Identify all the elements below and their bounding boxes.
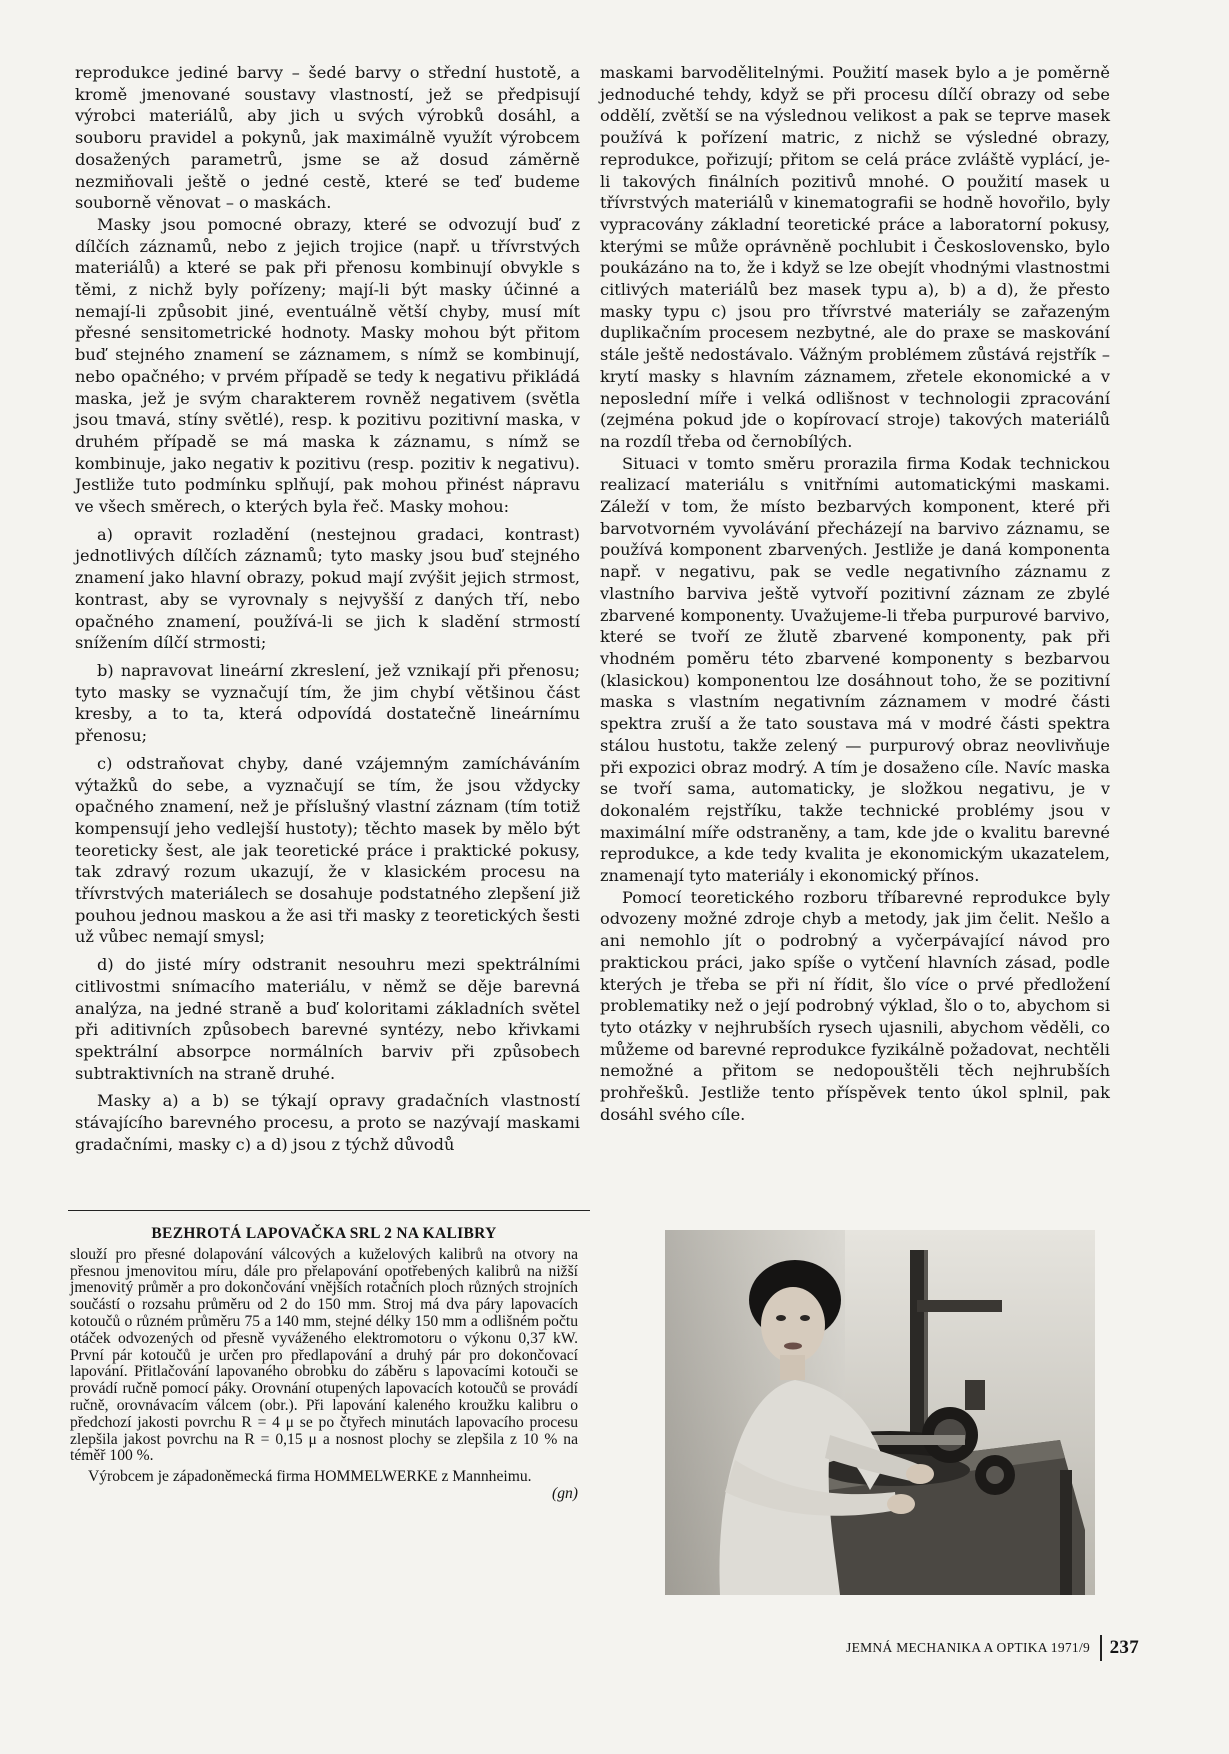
paragraph: Masky jsou pomocné obrazy, které se odvozují buď z dílčích záznamů, nebo z jejich trojice (např. u třívrstvých materiálů) a které se pak při přenosu kombinují obvykle s těmi, z nichž byly pořízeny; mají-li být masky účinné a nemají-li způsobit jiné, eventuálně větší chyby, musí mít přesné sensitometrické hodnoty. Masky mohou být přitom buď stejného znamení se záznamem, s nímž se kombinují, nebo opačného; v prvém případě se tedy k negativu přikládá maska, jež je svým charakterem rovněž negativem (světla jsou tmavá, stíny světlé), resp. k pozitivu pozitivní maska, v druhém případě se má maska k záznamu, s nímž se kombinuje, jako negativ k pozitivu (resp. pozitiv k negativu). Jestliže tuto podmínku splňují, pak mohou přinést nápravu ve všech směrech, o kterých byla řeč. Masky mohou: <box>75 214 580 517</box>
news-title: BEZHROTÁ LAPOVAČKA SRL 2 NA KALIBRY <box>151 1225 497 1242</box>
paragraph: Pomocí teoretického rozboru tříbarevné reprodukce byly odvozeny možné zdroje chyb a metody, jak jim čelit. Nešlo a ani nemohlo jít o podrobný a vyčerpávající návod pro praktickou práci, jako spíše o vytčení hlavních zásad, podle kterých je třeba se při ní řídit, šlo více o prvé předložení problematiky než o její podrobný výklad, šlo o to, abychom si tyto otázky v nejhrubších rysech ujasnili, abychom věděli, co můžeme od barevné reprodukce fyzikálně požadovat, nechtěli nemožné a přitom se nedopouštěli těch nejhrubších prohřešků. Jestliže tento příspěvek tento úkol splnil, pak dosáhl svého cíle. <box>600 887 1110 1124</box>
news-producer: Výrobcem je západoněmecká firma HOMMELWERKE z Mannheimu. <box>88 1468 532 1486</box>
page-footer <box>846 1635 1139 1661</box>
paragraph: Masky a) a b) se týkají opravy gradačních vlastností stávajícího barevného procesu, a proto se nazývají maskami gradačními, masky c) a d) jsou z týchž důvodů <box>75 1091 580 1154</box>
right-text-column <box>600 62 1110 1125</box>
list-item-d: d) do jisté míry odstranit nesouhru mezi spektrálními citlivostmi snímacího materiálu, v němž se děje barevná analýza, na jedné straně a buď koloritami základních světel při aditivních způsobech barevné syntézy, nebo křivkami spektrální absorpce normálních barviv při způsobech subtraktivních na straně druhé. <box>75 955 580 1083</box>
paragraph: Situaci v tomto směru prorazila firma Kodak technickou realizací materiálu s vnitřními automatickými maskami. Záleží v tom, že místo bezbarvých komponent, které při barvotvorném vyvolávání přecházejí na barvivo záznamu, se používá komponent zbarvených. Jestliže je daná komponenta např. v negativu, pak se vedle negativního záznamu z vlastního barviva ještě vytvoří pozitivní záznam ze zbylé zbarvené komponenty. Uvažujeme-li třeba purpurové barvivo, které se tvoří ze žlutě zbarvené komponenty, pak při vhodném poměru této zbarvené komponenty s bezbarvou (klasickou) komponentou lze dosáhnout toho, že se pozitivní maska s vlastním negativním záznamem v modré části spektra zruší a že tato soustava má v modré části spektra stálou hustotu, takže zelený — purpurový obraz neovlivňuje při expozici obraz modrý. A tím je dosaženo cíle. Navíc maska se tvoří sama, automaticky, je složkou negativu, je v dokonalém rejstříku, takže technické problémy jsou v maximální míře odstraněny, a tam, kde jde o kvalitu barevné reprodukce, a kde tedy kvalita je ekonomickým ukazatelem, znamenají tyto materiály i ekonomický přínos. <box>600 453 1110 886</box>
footer-divider <box>1100 1635 1102 1661</box>
lapping-machine-photo <box>665 1230 1095 1595</box>
news-author: (gn) <box>552 1484 578 1502</box>
news-body: slouží pro přesné dolapování válcových a kuželových kalibrů na otvory na přesnou jmenovitou míru, dále pro přelapování opotřebených kalibrů na nižší jmenovitý průměr a pro dokončování vnějších rotačních ploch různých strojních součástí o rozsahu průměru od 2 do 150 mm. Stroj má dva páry lapovacích kotoučů o různém průměru 75 a 140 mm, stejné délky 150 mm a odlišném počtu otáček odvozených od přesně vyváženého elektromotoru o výkonu 0,37 kW. První pár kotoučů je určen pro předlapování a druhý pár pro dokončovací lapování. Přitlačování lapovaného obrobku do záběru s lapovacími kotouči se provádí ručně pomocí páky. Orovnání otupených lapovacích kotoučů se provádí ručně, orovnávacím válcem (obr.). Při lapování kaleného kroužku kalibru o předchozí jakosti povrchu R = 4 μ se po čtyřech minutách lapovacího procesu zlepšila jakost povrchu na R = 0,15 μ a nosnost plochy se zlepšila z 10 % na téměř 100 %. <box>70 1245 578 1465</box>
list-item-b: b) napravovat lineární zkreslení, jež vznikají při přenosu; tyto masky se vyznačují tím, že jim chybí většinou část kresby, a to ta, která odpovídá dostatečně lineárnímu přenosu; <box>75 660 580 746</box>
list-item-c: c) odstraňovat chyby, dané vzájemným zamícháváním výtažků do sebe, a vyznačují se tím, že jsou vždycky opačného znamení, než je příslušný vlastní záznam (tím totiž kompensují jeho vedlejší hustoty); těchto masek by mělo být teoreticky šest, ale jak teoretické práce i praktické pokusy, tak zdravý rozum ukazují, že v klasickém procesu na třívrstvých materiálech se dosahuje podstatného zlepšení již pouhou jednou maskou a že asi tři masky z teoretických šesti už vůbec nemají smysl; <box>75 753 580 947</box>
page-number: 237 <box>1109 1637 1139 1658</box>
left-text-column <box>75 62 580 1155</box>
journal-name: JEMNÁ MECHANIKA A OPTIKA 1971/9 <box>846 1640 1091 1655</box>
paragraph: reprodukce jediné barvy – šedé barvy o střední hustotě, a kromě jmenované soustavy vlastností, jež se předpisují výrobci materiálů, aby jich u svých výrobků dosáhl, a souboru pravidel a pokynů, jak maximálně využít výrobcem dosažených parametrů, jsme se až dosud záměrně nezmiňovali ještě o jedné cestě, které se teď budeme souborně věnovat – o maskách. <box>75 63 580 213</box>
paragraph: maskami barvodělitelnými. Použití masek bylo a je poměrně jednoduché tehdy, když se při procesu dílčí obrazy od sebe oddělí, zvětší se na výslednou velikost a pak se teprve masek používá k pořízení matric, z nichž se výsledné obrazy, reprodukce, pořizují; přitom se celá práce zvláště vyplácí, je-li takových finálních pozitivů mnohé. O použití masek u třívrstvých materiálů v kinematografii se hodně hovořilo, byly vypracovány základní teoretické práce a laboratorní pokusy, kterými se může oprávněně pochlubit i Československo, bylo poukázáno na to, že i když se lze obejít vhodnými vlastnostmi citlivých materiálů bez masek typu a), b) a d), že přesto masky typu c) jsou pro třívrstvé materiály se zařazeným duplikačním procesem nezbytné, ale do praxe se maskování stále ještě nedostávalo. Vážným problémem zůstává rejstřík – krytí masky s hlavním záznamem, zřetele ekonomické a v neposlední míře i velká odlišnost v technologii zpracování (zejména pokud jde o kopírovací stroje) takových materiálů na rozdíl třeba od černobílých. <box>600 63 1110 451</box>
news-box <box>70 1222 578 1503</box>
section-divider <box>68 1210 590 1211</box>
list-item-a: a) opravit rozladění (nestejnou gradaci, kontrast) jednotlivých dílčích záznamů; tyto masky jsou buď stejného znamení jako hlavní obrazy, pokud mají zvýšit jejich strmost, kontrast, aby se vyrovnaly s nejvyšší z daných tří, nebo opačného znamení, používá-li se jich k sladění strmostí snížením dílčí strmosti; <box>75 524 580 653</box>
